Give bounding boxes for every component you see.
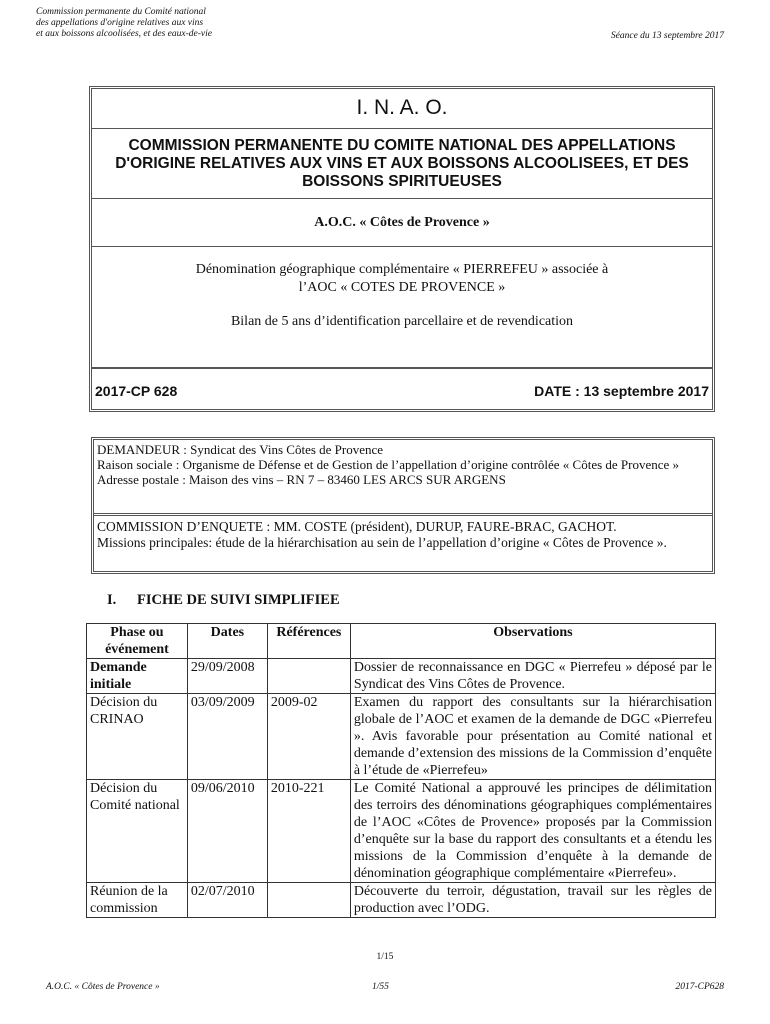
date-cell: 02/07/2010 [187, 883, 267, 918]
commission-title: COMMISSION PERMANENTE DU COMITE NATIONAL DES APPELLATIONS D'ORIGINE RELATIVES AUX VINS ET AUX BOISSONS ALCOOLISEES, ET DES BOISSONS SPIRITUEUSES [92, 129, 712, 199]
date-cell: 03/09/2009 [187, 694, 267, 780]
reference-cell [267, 883, 350, 918]
table-row [87, 694, 716, 780]
table-row [87, 883, 716, 918]
denomination-line: l’AOC « COTES DE PROVENCE » [298, 280, 506, 295]
header-org-line: des appellations d'origine relatives aux vins [36, 18, 204, 28]
column-header: Dates [187, 624, 267, 659]
denomination-line: Dénomination géographique complémentaire « PIERREFEU » associée à [195, 262, 609, 277]
commission-enquete: COMMISSION D’ENQUETE : MM. COSTE (président), DURUP, FAURE-BRAC, GACHOT. [97, 519, 617, 534]
date-cell: 29/09/2008 [187, 659, 267, 694]
inao-title: I. N. A. O. [92, 89, 712, 129]
reference-cell [267, 659, 350, 694]
raison-sociale: Raison sociale : Organisme de Défense et de Gestion de l’appellation d’origine contrôlée « Côtes de Provence » [97, 457, 680, 472]
header-org-line: Commission permanente du Comité national [36, 7, 206, 17]
phase-cell: Réunion de la commission [87, 883, 188, 918]
section-heading [107, 592, 340, 609]
aoc-name: A.O.C. « Côtes de Provence » [92, 199, 712, 247]
section-title: FICHE DE SUIVI SIMPLIFIEE [137, 592, 340, 608]
table-row [87, 659, 716, 694]
applicant-details [94, 440, 712, 516]
missions-principales: Missions principales: étude de la hiérarchisation au sein de l’appellation d’origine « Côtes de Provence ». [97, 535, 667, 550]
header-org-line: et aux boissons alcoolisées, et des eaux-de-vie [36, 29, 212, 39]
demandeur: DEMANDEUR : Syndicat des Vins Côtes de Provence [97, 442, 384, 457]
phase-cell: Décision du CRINAO [87, 694, 188, 780]
phase-cell: Décision du Comité national [87, 780, 188, 883]
reference-cell: 2010-221 [267, 780, 350, 883]
footer-page: 1/55 [372, 982, 389, 992]
section-number: I. [107, 592, 117, 608]
document-date: DATE : 13 septembre 2017 [534, 383, 709, 399]
tracking-table [86, 623, 716, 918]
footer-aoc: A.O.C. « Côtes de Provence » [46, 982, 160, 992]
page-number: 1/15 [376, 952, 394, 962]
document-reference: 2017-CP 628 [95, 383, 178, 399]
observation-cell: Dossier de reconnaissance en DGC « Pierrefeu » déposé par le Syndicat des Vins Côtes de Provence. [350, 659, 715, 694]
denomination-block [92, 247, 712, 369]
commission-details [94, 516, 712, 554]
observation-cell: Examen du rapport des consultants sur la hiérarchisation globale de l’AOC et examen de la demande de DGC «Pierrefeu ». Avis favorable pour présentation au Comité national et demande d’extension des missions de la Commission d’enquête à l’étude de «Pierrefeu» [350, 694, 715, 780]
reference-cell: 2009-02 [267, 694, 350, 780]
observation-cell: Découverte du terroir, dégustation, travail sur les règles de production avec l’ODG. [350, 883, 715, 918]
table-row [87, 780, 716, 883]
date-cell: 09/06/2010 [187, 780, 267, 883]
title-box [89, 86, 715, 412]
phase-cell: Demande initiale [87, 659, 188, 694]
header-organization [36, 7, 336, 40]
table-header-row [87, 624, 716, 659]
reference-date-row [92, 369, 712, 409]
column-header: Références [267, 624, 350, 659]
bilan-subtitle: Bilan de 5 ans d’identification parcellaire et de revendication [230, 314, 574, 329]
adresse-postale: Adresse postale : Maison des vins – RN 7 – 83460 LES ARCS SUR ARGENS [97, 472, 506, 487]
column-header: Observations [350, 624, 715, 659]
footer-reference: 2017-CP628 [675, 982, 724, 992]
observation-cell: Le Comité National a approuvé les principes de délimitation des terroirs des dénominations géographiques complémentaires de l’AOC «Côtes de Provence» proposés par la Commission d’enquête sur la base du rapport des consultants et a étendu les missions de la Commission d’enquête à la demande de dénomination géographique complémentaire «Pierrefeu». [350, 780, 715, 883]
column-header: Phase ou événement [87, 624, 188, 659]
applicant-box [91, 437, 715, 574]
header-session-date: Séance du 13 septembre 2017 [610, 31, 724, 41]
